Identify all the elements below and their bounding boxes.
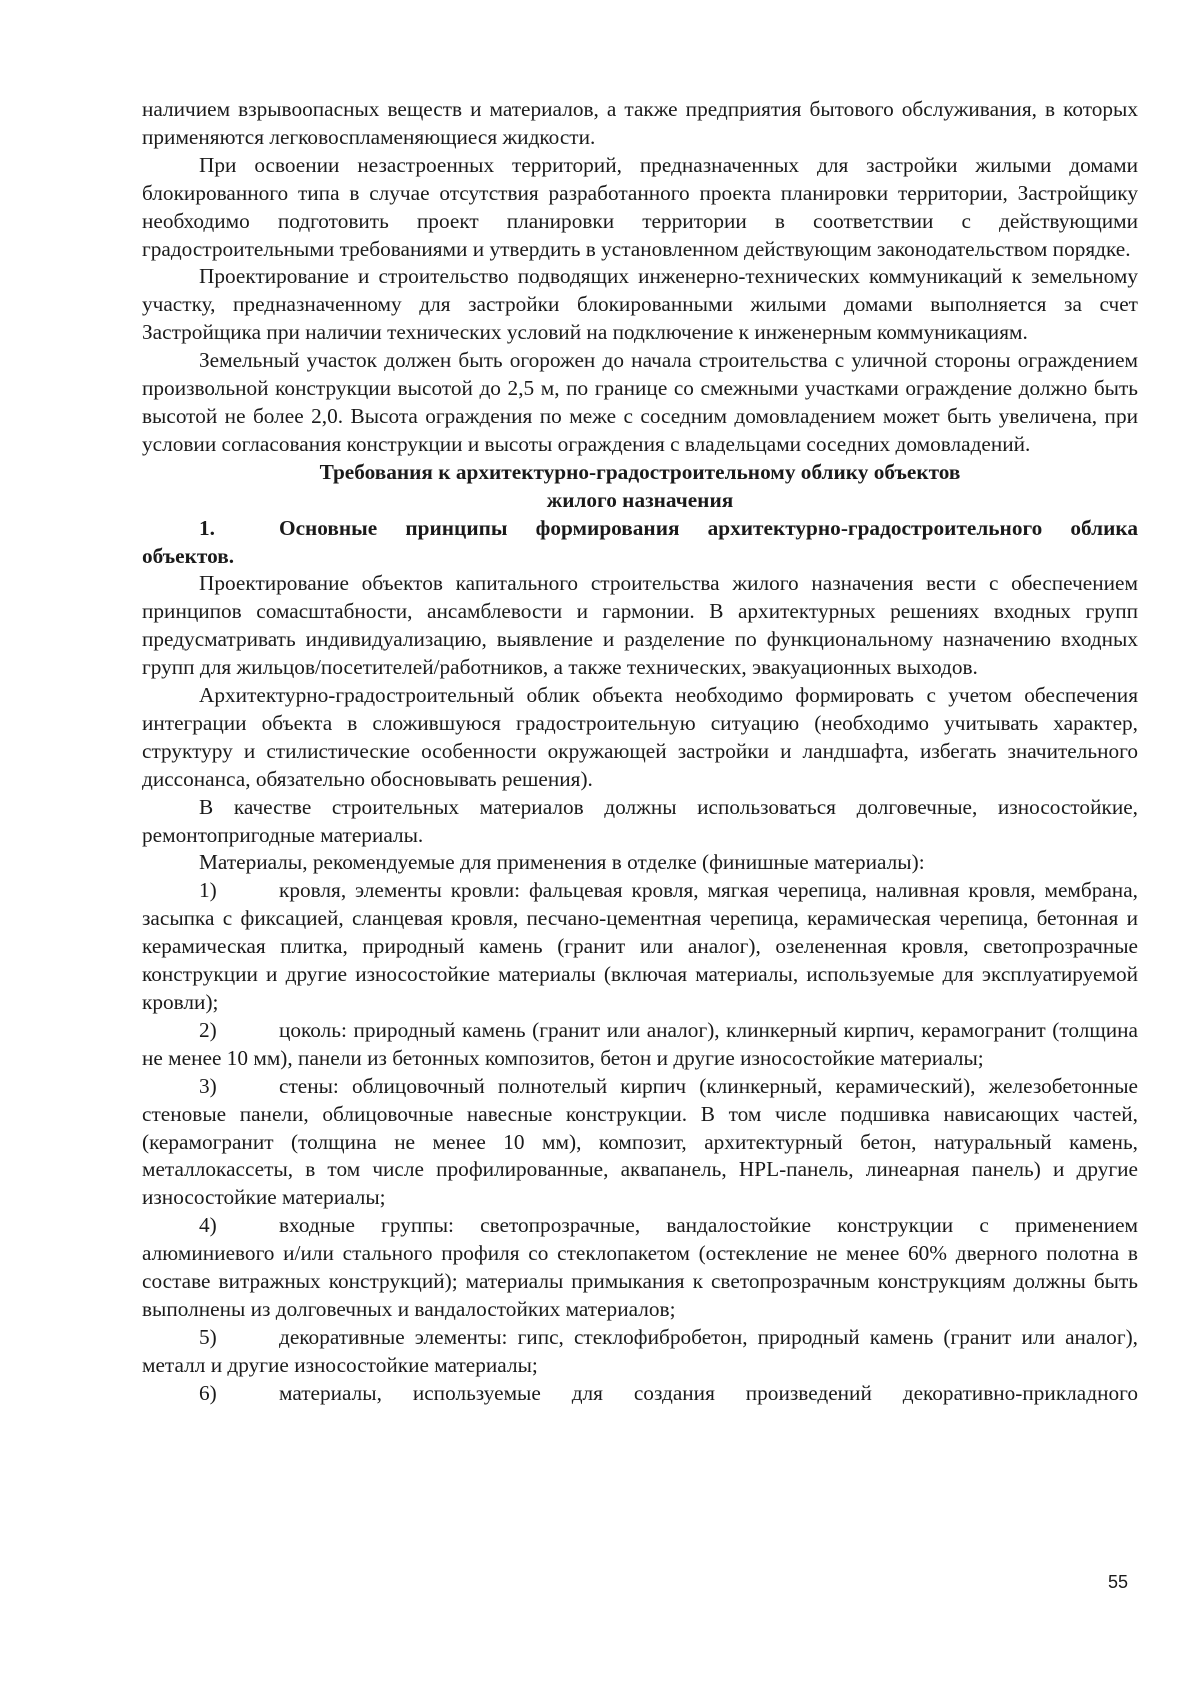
list-item	[142, 1212, 1138, 1324]
list-item	[142, 1324, 1138, 1380]
paragraph-integration: Архитектурно-градостроительный облик объекта необходимо формировать с учетом обеспечения интеграции объекта в сложившуюся градостроительную ситуацию (необходимо учитывать характер, структуру и стилистические особенности окружающей застройки и ландшафта, избегать значительного диссонанса, обязательно обосновывать решения).	[142, 683, 1138, 791]
paragraph-utilities: Проектирование и строительство подводящих инженерно-технических коммуникаций к земельному участку, предназначенному для застройки блокированными жилыми домами выполняется за счет Застройщика при наличии технических условий на подключение к инженерным коммуникациям.	[142, 264, 1138, 345]
list-item-text: декоративные элементы: гипс, стеклофибробетон, природный камень (гранит или аналог), металл и другие износостойкие материалы;	[142, 1324, 1138, 1377]
list-item-text: цоколь: природный камень (гранит или аналог), клинкерный кирпич, керамогранит (толщина не менее 10 мм), панели из бетонных композитов, бетон и другие износостойкие материалы;	[142, 1017, 1138, 1070]
list-item-text: материалы, используемые для создания произведений декоративно-прикладного	[279, 1380, 1138, 1405]
list-item-number: 4)	[199, 1213, 217, 1238]
list-item-number: 1)	[199, 878, 217, 903]
list-item	[142, 1073, 1138, 1213]
list-item-number: 2)	[199, 1017, 217, 1042]
list-item	[142, 1017, 1138, 1073]
paragraph-fencing: Земельный участок должен быть огорожен до начала строительства с уличной стороны ограждением произвольной конструкции высотой до 2,5 м, по границе со смежными участками ограждение должно быть высотой не более 2,0. Высота ограждения по меже с соседним домовладением может быть увеличена, при условии согласования конструкции и высоты ограждения с владельцами соседних домовладений.	[142, 348, 1138, 456]
list-item-number: 3)	[199, 1073, 217, 1098]
list-item-text: стены: облицовочный полнотелый кирпич (клинкерный, керамический), железобетонные стеновые панели, облицовочные навесные конструкции. В том числе подшивка нависающих частей, (керамогранит (толщина не менее 10 мм), композит, архитектурный бетон, натуральный камень, металлокассеты, в том числе профилированные, аквапанель, HPL-панель, линеарная панель) и другие износостойкие материалы;	[142, 1073, 1138, 1210]
section-heading-line2: жилого назначения	[546, 487, 734, 512]
subsection-number: 1.	[199, 515, 215, 540]
list-item-text: входные группы: светопрозрачные, вандалостойкие конструкции с применением алюминиевого и/или стального профиля со стеклопакетом (остекление не менее 60% дверного полотна в составе витражных конструкций); материалы примыкания к светопрозрачным конструкциям должны быть выполнены из долговечных и вандалостойких материалов;	[142, 1213, 1138, 1321]
subsection-heading	[142, 515, 1138, 571]
page-content	[142, 96, 1138, 1408]
list-item	[142, 877, 1138, 1017]
paragraph-territory-planning: При освоении незастроенных территорий, предназначенных для застройки жилыми домами блокированного типа в случае отсутствия разработанного проекта планировки территории, Застройщику необходимо подготовить проект планировки территории в соответствии с действующими градостроительными требованиями и утвердить в установленном действующим законодательством порядке.	[142, 152, 1138, 261]
subsection-title: Основные принципы формирования архитектурно-градостроительного облика объектов.	[142, 515, 1138, 568]
paragraph-continuation: наличием взрывоопасных веществ и материалов, а также предприятия бытового обслуживания, в которых применяются легковоспламеняющиеся жидкости.	[142, 97, 1138, 149]
list-item-text: кровля, элементы кровли: фальцевая кровля, мягкая черепица, наливная кровля, мембрана, засыпка с фиксацией, сланцевая кровля, песчано-цементная черепица, керамическая черепица, бетонная и керамическая плитка, природный камень (гранит или аналог), озелененная кровля, светопрозрачные конструкции и другие износостойкие материалы (включая материалы, используемые для эксплуатируемой кровли);	[142, 878, 1138, 1014]
list-item-number: 6)	[199, 1380, 217, 1405]
paragraph-design-principles: Проектирование объектов капитального строительства жилого назначения вести с обеспечением принципов сомасштабности, ансамблевости и гармонии. В архитектурных решениях входных групп предусматривать индивидуализацию, выявление и разделение по функциональному назначению входных групп для жильцов/посетителей/работников, а также технических, эвакуационных выходов.	[142, 571, 1138, 680]
section-heading-line1: Требования к архитектурно-градостроительному облику объектов	[319, 459, 961, 484]
list-item	[142, 1380, 1138, 1408]
list-item-number: 5)	[199, 1324, 217, 1349]
paragraph-finishing-materials: Материалы, рекомендуемые для применения в отделке (финишные материалы):	[199, 850, 925, 875]
page-number: 55	[1108, 1572, 1129, 1592]
paragraph-materials-quality: В качестве строительных материалов должны использоваться долговечные, износостойкие, ремонтопригодные материалы.	[142, 794, 1138, 847]
